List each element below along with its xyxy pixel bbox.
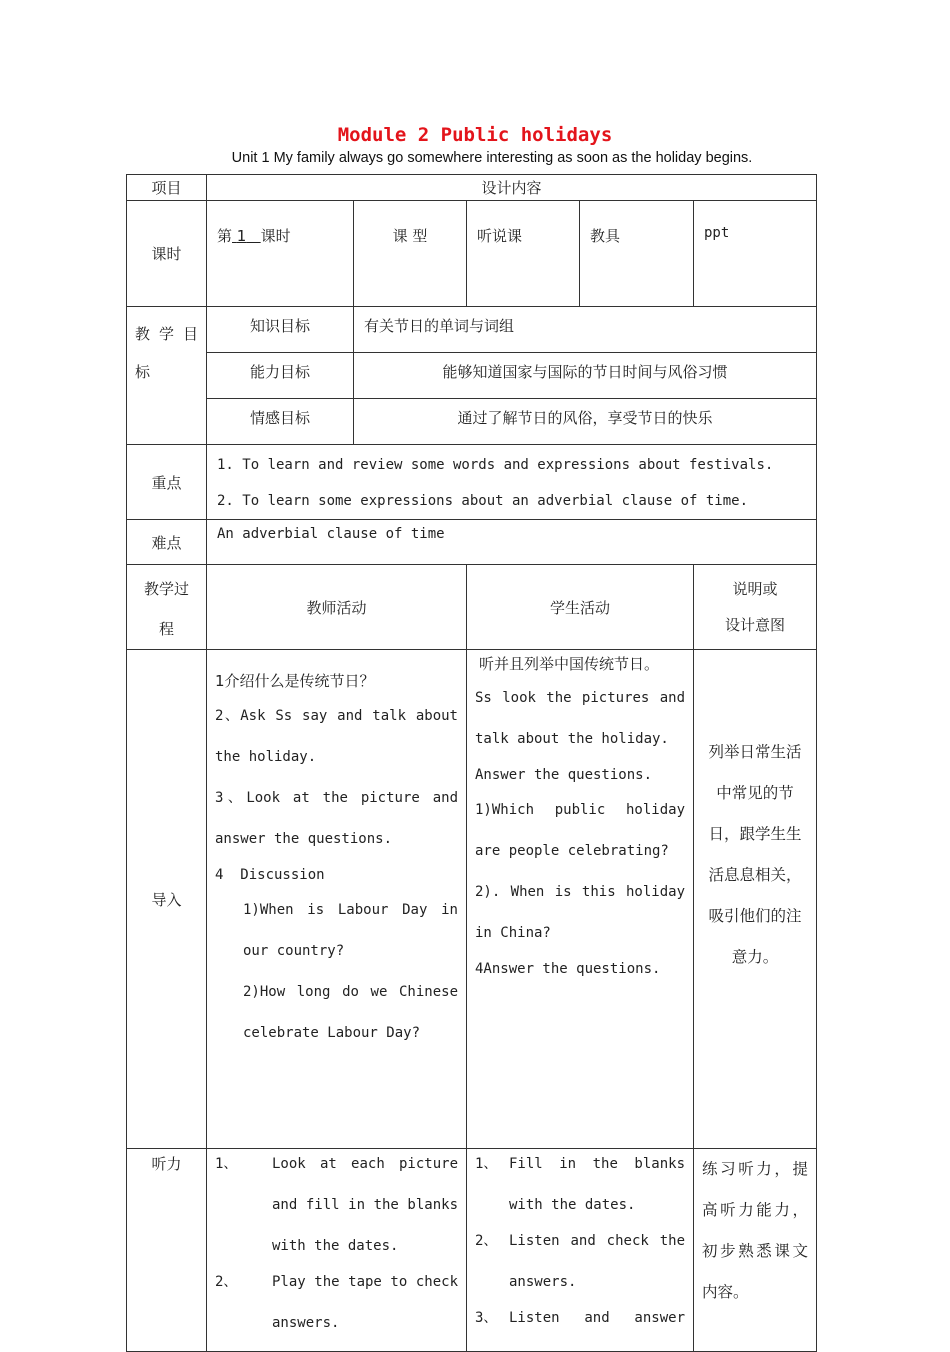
lead-in-teacher-item: 2)How long do we Chinese celebrate Labour Day? <box>243 984 458 1041</box>
difficulty-row <box>127 520 817 565</box>
lead-in-teacher-item: 1介绍什么是传统节日？ <box>215 672 375 690</box>
process-header-row <box>127 565 817 650</box>
listening-teacher <box>207 1149 467 1352</box>
lead-in-student-item: 1)Which public holiday are people celebrating? <box>475 802 685 859</box>
note-header-line1: 说明或 <box>732 580 778 598</box>
key-point-item: 2. To learn some expressions about an adverbial clause of time. <box>217 493 749 509</box>
difficulty-text: An adverbial clause of time <box>207 520 817 565</box>
unit-subtitle: Unit 1 My family always go somewhere interesting as soon as the holiday begins. <box>231 150 753 166</box>
listening-teacher-item: 1、 Look at each picture and fill in the blanks with the dates. <box>215 1156 458 1254</box>
listening-row <box>127 1149 817 1352</box>
type-label: 课 型 <box>354 201 467 307</box>
knowledge-text: 有关节日的单词与词组 <box>354 307 817 353</box>
listening-label: 听力 <box>127 1149 207 1352</box>
lesson-period <box>207 201 354 307</box>
listening-teacher-item: 2、 Play the tape to check answers. <box>215 1274 458 1331</box>
lead-in-teacher-item: 2、Ask Ss say and talk about the holiday. <box>215 708 458 765</box>
period-number: 1 <box>236 227 247 245</box>
emotion-label: 情感目标 <box>207 399 354 445</box>
key-points-row <box>127 445 817 520</box>
lead-in-row <box>127 650 817 1149</box>
process-label <box>127 565 207 650</box>
lead-in-student-item: Ss look the pictures and talk about the holiday. <box>475 690 685 747</box>
lead-in-student-item: 4Answer the questions. <box>475 961 661 977</box>
lead-in-note: 列举日常生活中常见的节日，跟学生生活息息相关，吸引他们的注意力。 <box>694 650 817 1149</box>
lead-in-teacher-item: 3、Look at the picture and answer the questions. <box>215 790 458 847</box>
lesson-plan-table <box>126 174 817 1352</box>
teacher-activity-header: 教师活动 <box>207 565 467 650</box>
note-header <box>694 565 817 650</box>
key-point-item: 1. To learn and review some words and expressions about festivals. <box>217 457 774 473</box>
knowledge-label: 知识目标 <box>207 307 354 353</box>
difficulty-label: 难点 <box>127 520 207 565</box>
note-header-line2: 设计意图 <box>724 616 785 634</box>
ability-label: 能力目标 <box>207 353 354 399</box>
lesson-label: 课时 <box>127 201 207 307</box>
period-suffix: 课时 <box>260 227 291 245</box>
lead-in-student-item: 听并且列举中国传统节日。 <box>479 655 660 673</box>
aids-label: 教具 <box>580 201 694 307</box>
lead-in-teacher-item: 4 Discussion <box>215 867 325 883</box>
key-points-label: 重点 <box>127 445 207 520</box>
objectives-label-text: 教 学 目 标 <box>135 325 198 381</box>
lead-in-teacher <box>207 650 467 1149</box>
key-points-list <box>207 445 817 520</box>
type-value: 听说课 <box>467 201 580 307</box>
ability-text: 能够知道国家与国际的节日时间与风俗习惯 <box>354 353 817 399</box>
lead-in-student <box>467 650 694 1149</box>
ability-row <box>127 353 817 399</box>
listening-student-item: 1、 Fill in the blanks with the dates. <box>475 1156 685 1213</box>
process-label-text: 教学过程 <box>143 580 189 638</box>
listening-note: 练习听力，提高听力能力，初步熟悉课文内容。 <box>694 1149 817 1352</box>
content-header: 设计内容 <box>207 175 817 201</box>
objectives-label <box>127 307 207 445</box>
emotion-row <box>127 399 817 445</box>
knowledge-row <box>127 307 817 353</box>
module-title: Module 2 Public holidays <box>337 124 613 146</box>
aids-value: ppt <box>694 201 817 307</box>
listening-student-item: 2、 Listen and check the answers. <box>475 1233 685 1290</box>
lead-in-student-item: 2). When is this holiday in China? <box>475 884 685 941</box>
header-row <box>127 175 817 201</box>
listening-student-item: 3、 Listen and answer <box>475 1310 685 1326</box>
item-header: 项目 <box>127 175 207 201</box>
lead-in-teacher-item: 1)When is Labour Day in our country? <box>243 902 458 959</box>
lesson-row <box>127 201 817 307</box>
student-activity-header: 学生活动 <box>467 565 694 650</box>
lead-in-student-item: Answer the questions. <box>475 767 653 783</box>
emotion-text: 通过了解节日的风俗，享受节日的快乐 <box>354 399 817 445</box>
listening-student <box>467 1149 694 1352</box>
period-prefix: 第 <box>217 227 233 245</box>
lead-in-label: 导入 <box>127 650 207 1149</box>
